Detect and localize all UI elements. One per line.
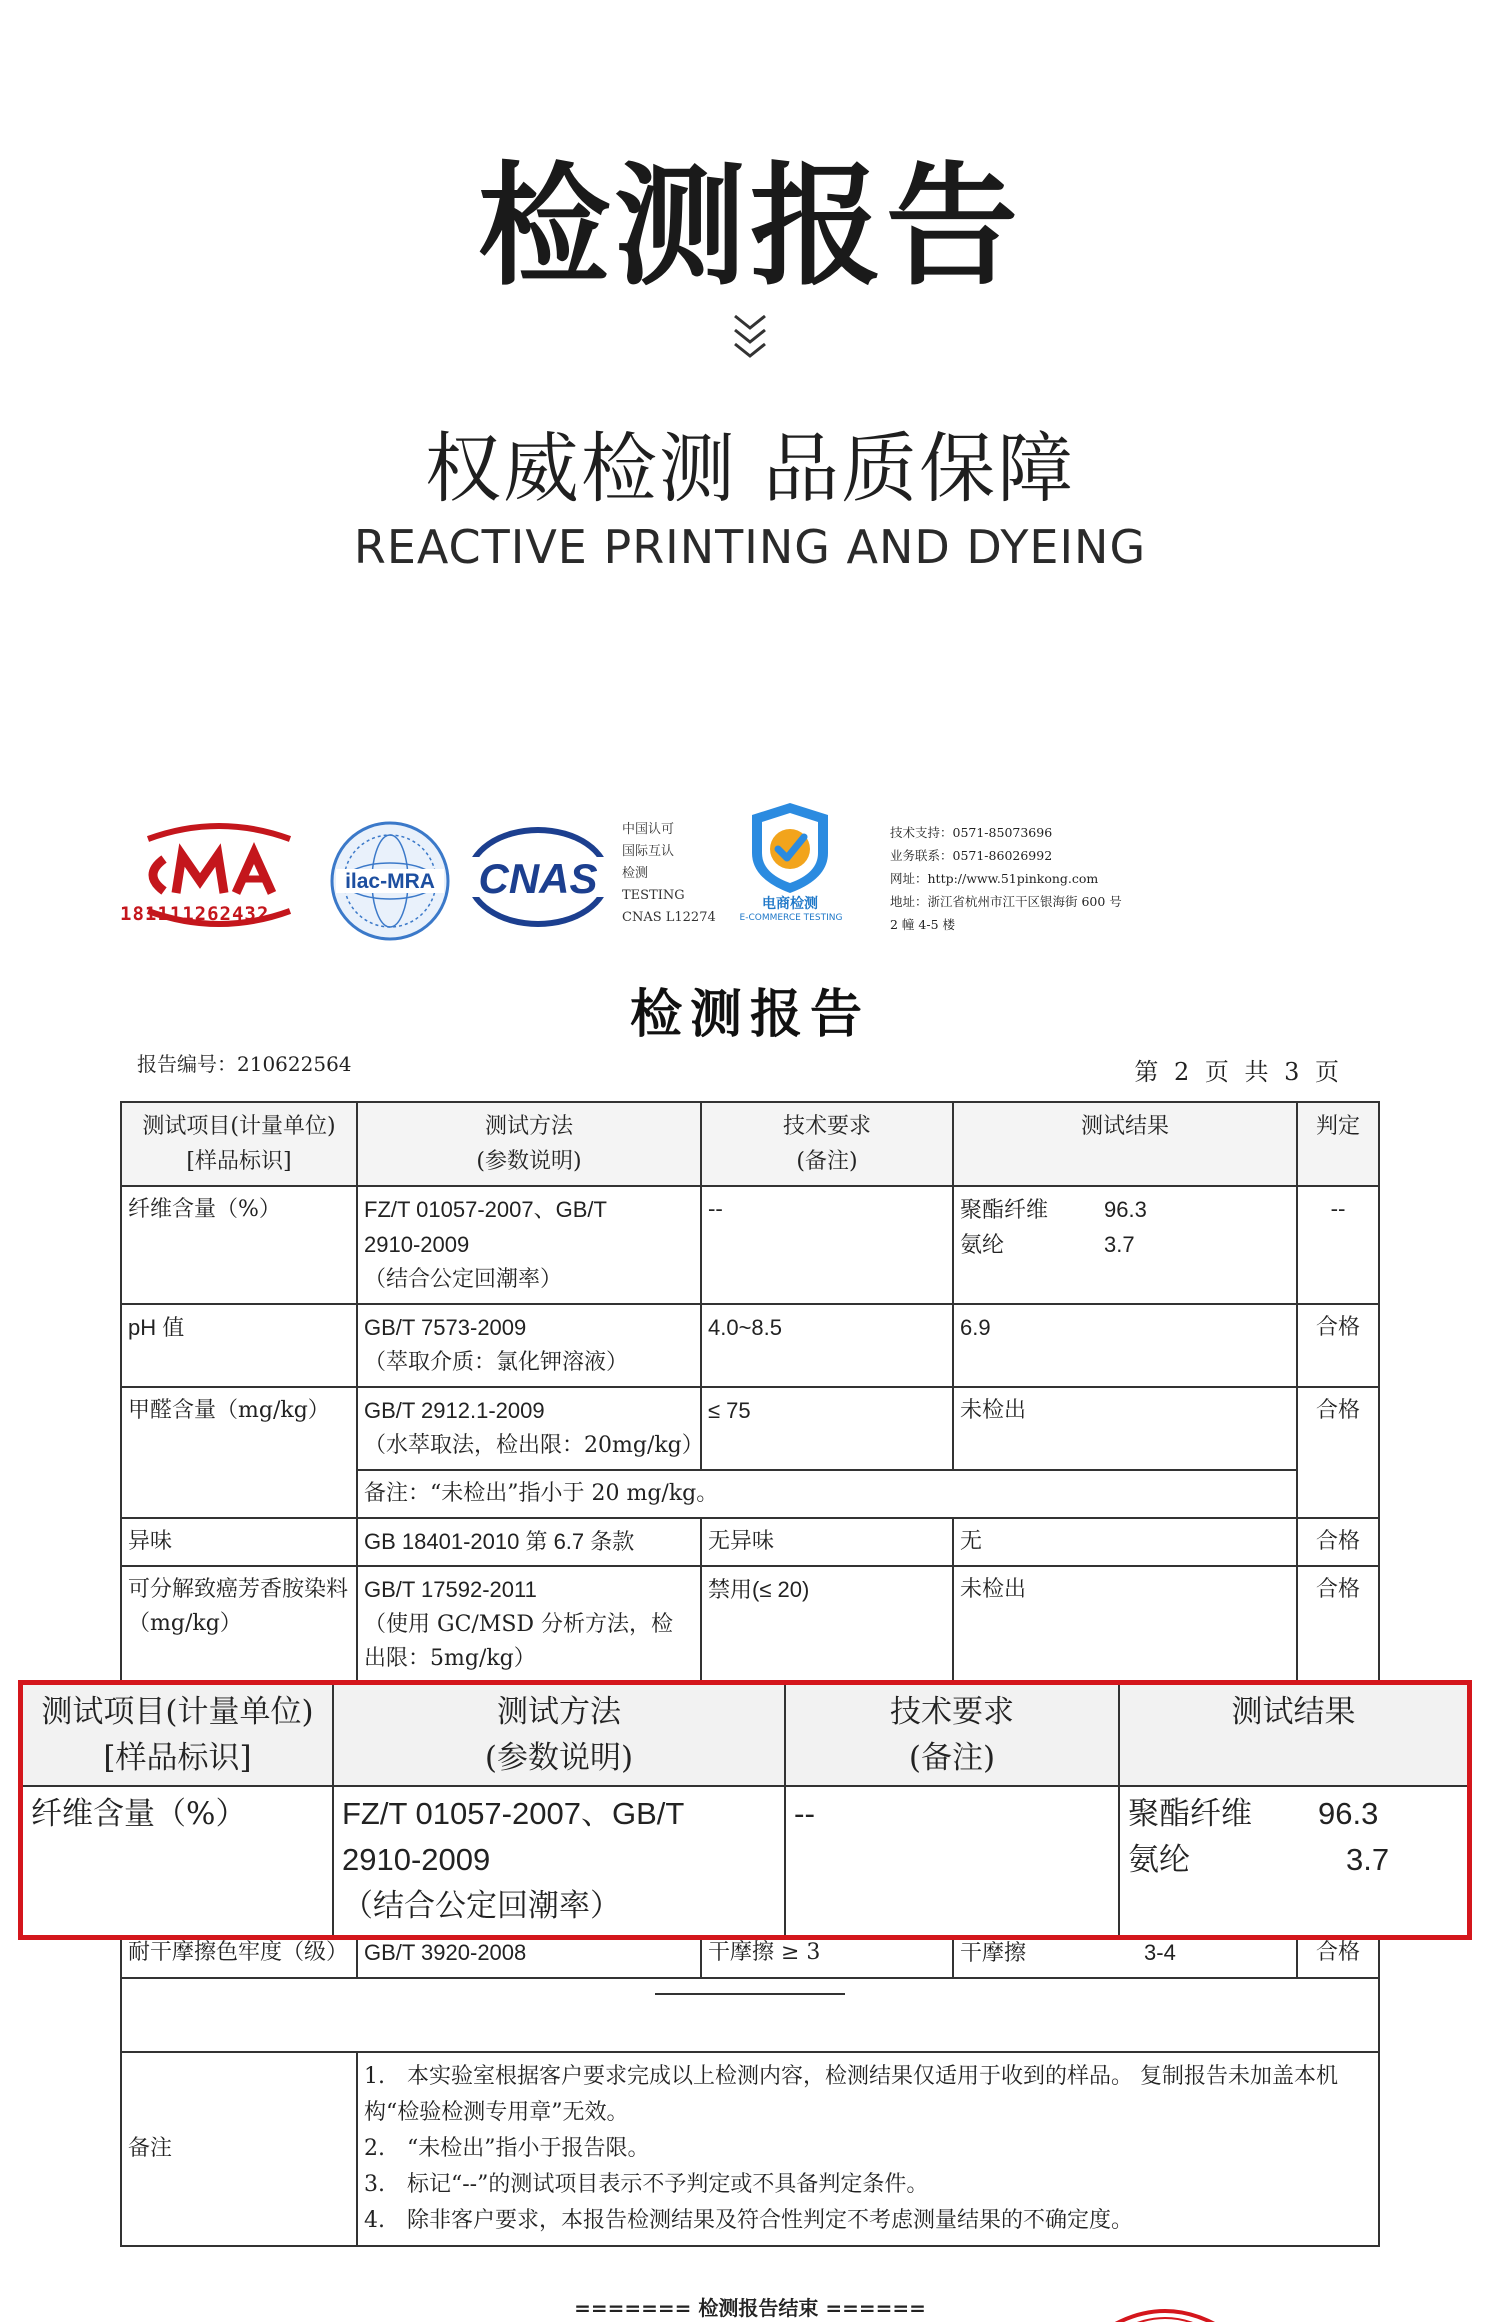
zoom-cell-requirement: -- [785, 1786, 1119, 1935]
ecommerce-testing-label: 电商检测 [762, 896, 818, 912]
contact-info [890, 821, 1122, 936]
zoom-cell-item: 纤维含量（%） [23, 1786, 333, 1935]
note-item: 1. 本实验室根据客户要求完成以上检测内容，检测结果仅适用于收到的样品。 复制报告未加盖本机构“检验检测专用章”无效。 [364, 2064, 1338, 2125]
cell-result: 6.9 [953, 1304, 1297, 1387]
cell-requirement: 无异味 [701, 1518, 953, 1566]
svg-text:ilac-MRA: ilac-MRA [345, 870, 435, 893]
report-end-mark: ======= 检测报告结束 ====== [574, 2296, 926, 2320]
cell-item: 可分解致癌芳香胺染料（mg/kg） [121, 1566, 357, 1683]
cell-remark: 备注：“未检出”指小于 20 mg/kg。 [357, 1470, 1297, 1518]
cell-result: 干摩擦 3-4 [953, 1929, 1297, 1978]
note-item: 2. “未检出”指小于报告限。 [364, 2136, 650, 2161]
cell-verdict: 合格 [1297, 1304, 1379, 1387]
cell-verdict: 合格 [1297, 1929, 1379, 1978]
notes-row [121, 2052, 1379, 2246]
zoom-header-row [23, 1685, 1467, 1786]
highlight-zoom-table [23, 1685, 1467, 1935]
cell-method: GB/T 2912.1-2009 （水萃取法，检出限：20mg/kg） [357, 1387, 701, 1470]
hero-title: 检测报告 [478, 150, 1022, 304]
note-item: 4. 除非客户要求，本报告检测结果及符合性判定不考虑测量结果的不确定度。 [364, 2208, 1133, 2233]
zoom-row [23, 1786, 1467, 1935]
contact-line: 2 幢 4-5 楼 [890, 917, 956, 932]
table-row [121, 1186, 1379, 1304]
cell-result: 未检出 [953, 1566, 1297, 1683]
zoom-col-method: 测试方法 (参数说明) [333, 1685, 785, 1786]
page-indicator: 第 2 页 共 3 页 [1134, 1058, 1343, 1086]
ecommerce-testing-label-en: E-COMMERCE TESTING [739, 913, 843, 923]
ilac-mra-logo-icon [328, 819, 452, 943]
cell-method: GB/T 3920-2008 [357, 1929, 701, 1978]
notes-label: 备注 [121, 2052, 357, 2246]
highlight-zoom-box [18, 1680, 1472, 1940]
cell-item: 纤维含量（%） [121, 1186, 357, 1304]
cell-requirement: -- [701, 1186, 953, 1304]
table-row [121, 1566, 1379, 1683]
cell-requirement: 4.0~8.5 [701, 1304, 953, 1387]
subtitle-english: REACTIVE PRINTING AND DYEING [353, 520, 1147, 574]
zoom-col-result: 测试结果 [1119, 1685, 1467, 1786]
chevron-down-icon [725, 312, 775, 364]
cell-requirement: 禁用(≤ 20) [701, 1566, 953, 1683]
zoom-cell-result: 聚酯纤维 96.3 氨纶 3.7 [1119, 1786, 1467, 1935]
notes-content [357, 2052, 1379, 2246]
cell-item: pH 值 [121, 1304, 357, 1387]
contact-line: 地址：浙江省杭州市江干区银海街 600 号 [890, 894, 1122, 909]
cell-verdict: -- [1297, 1186, 1379, 1304]
divider [655, 1993, 845, 1995]
cell-verdict: 合格 [1297, 1566, 1379, 1683]
cell-result: 无 [953, 1518, 1297, 1566]
cnas-accreditation-text: 中国认可 国际互认 检测 TESTING CNAS L12274 [622, 822, 716, 925]
cell-requirement: ≤ 75 [701, 1387, 953, 1470]
cma-number: 181111262432 [120, 903, 270, 925]
svg-text:CNAS: CNAS [478, 855, 598, 902]
report-title: 检测报告 [629, 984, 870, 1045]
contact-line: 业务联系：0571-86026992 [890, 848, 1053, 863]
table-row [121, 1518, 1379, 1566]
col-header-method: 测试方法 (参数说明) [357, 1102, 701, 1186]
cell-method: GB/T 17592-2011 （使用 GC/MSD 分析方法，检出限：5mg/kg） [357, 1566, 701, 1683]
certification-logos [120, 795, 1380, 955]
cell-method: FZ/T 01057-2007、GB/T 2910-2009 （结合公定回潮率） [357, 1186, 701, 1304]
test-results-table [120, 1101, 1380, 2247]
subtitle: 权威检测 品质保障 [424, 424, 1076, 513]
note-item: 3. 标记“--”的测试项目表示不予判定或不具备判定条件。 [364, 2172, 929, 2197]
col-header-item: 测试项目(计量单位) [样品标识] [121, 1102, 357, 1186]
col-header-result: 测试结果 [953, 1102, 1297, 1186]
cell-result: 未检出 [953, 1387, 1297, 1470]
table-header-row [121, 1102, 1379, 1186]
contact-line: 网址：http://www.51pinkong.com [890, 871, 1099, 886]
zoom-cell-method: FZ/T 01057-2007、GB/T 2910-2009 （结合公定回潮率） [333, 1786, 785, 1935]
cell-item: 异味 [121, 1518, 357, 1566]
cell-item: 耐干摩擦色牢度（级） [121, 1929, 357, 1978]
contact-line: 技术支持：0571-85073696 [890, 825, 1053, 840]
table-row [121, 1387, 1379, 1470]
zoom-col-requirement: 技术要求 (备注) [785, 1685, 1119, 1786]
cell-method: GB/T 7573-2009 （萃取介质：氯化钾溶液） [357, 1304, 701, 1387]
cell-verdict: 合格 [1297, 1518, 1379, 1566]
cell-requirement: 干摩擦 ≥ 3 [701, 1929, 953, 1978]
cell-method: GB 18401-2010 第 6.7 条款 [357, 1518, 701, 1566]
cell-verdict: 合格 [1297, 1387, 1379, 1518]
col-header-requirement: 技术要求 (备注) [701, 1102, 953, 1186]
table-row [121, 1978, 1379, 2052]
col-header-verdict: 判定 [1297, 1102, 1379, 1186]
cell-result: 聚酯纤维 96.3 氨纶 3.7 [953, 1186, 1297, 1304]
cell-item: 甲醛含量（mg/kg） [121, 1387, 357, 1518]
table-row [121, 1304, 1379, 1387]
official-seal-icon [1090, 2296, 1240, 2322]
zoom-col-item: 测试项目(计量单位) [样品标识] [23, 1685, 333, 1786]
report-number: 报告编号：210622564 [137, 1052, 352, 1076]
cnas-logo-icon [463, 823, 613, 931]
